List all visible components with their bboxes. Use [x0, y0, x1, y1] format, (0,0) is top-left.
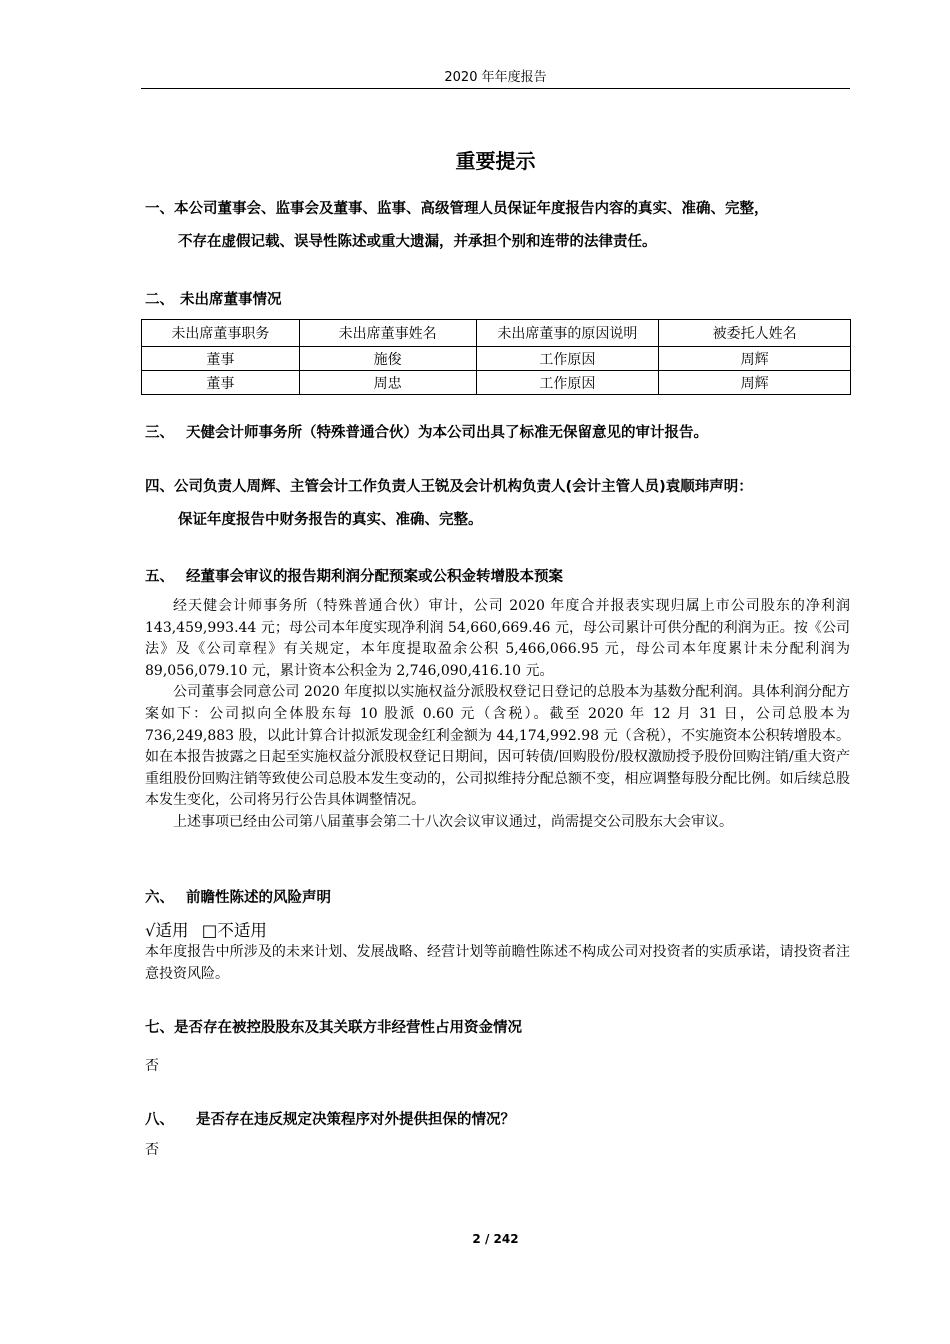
section-8-answer: 否 — [145, 1142, 159, 1158]
table-header-row — [142, 320, 851, 347]
section-6-text: 前瞻性陈述的风险声明 — [186, 890, 331, 906]
section-5-text: 经董事会审议的报告期利润分配预案或公积金转增股本预案 — [186, 569, 563, 585]
section-3-heading — [145, 421, 708, 442]
section-1-number: 一、 — [145, 201, 174, 217]
page-number: 2 / 242 — [472, 1232, 519, 1246]
not-applicable-option: □不适用 — [201, 921, 267, 940]
profit-paragraph-1: 经天健会计师事务所（特殊普通合伙）审计，公司 2020 年度合并报表实现归属上市公司股东的净利润 143,459,993.44 元；母公司本年度实现净利润 54,660,669.46 元，母公司累计可供分配的利润为正。按《公司法》及《公司章程》有关规定，本年度提取盈余公积 5,466,066.95 元，母公司本年度累计未分配利润为 89,056,079.10 元，累计资本公积金为 2,746,090,416.10 元。 — [145, 598, 850, 679]
table-header-cell: 未出席董事姓名 — [299, 320, 476, 347]
risk-statement — [145, 942, 850, 985]
table-cell: 董事 — [142, 347, 300, 371]
section-8-text: 是否存在违反规定决策程序对外提供担保的情况？ — [196, 1112, 515, 1128]
profit-paragraph-3: 上述事项已经由公司第八届董事会第二十八次会议审议通过，尚需提交公司股东大会审议。 — [173, 813, 733, 830]
section-8-heading — [145, 1108, 515, 1129]
section-6-heading — [145, 886, 331, 907]
section-5-heading — [145, 565, 563, 586]
absent-directors-table — [141, 319, 851, 395]
table-cell: 周辉 — [659, 371, 851, 395]
section-3-number: 三、 — [145, 425, 174, 441]
section-7-text: 是否存在被控股股东及其关联方非经营性占用资金情况 — [174, 1020, 522, 1036]
section-4-text: 公司负责人周辉、主管会计工作负责人王锐及会计机构负责人(会计主管人员)袁顺玮声明： — [174, 479, 753, 495]
table-cell: 周辉 — [659, 347, 851, 371]
profit-distribution-body — [145, 596, 850, 834]
table-header-cell: 未出席董事职务 — [142, 320, 300, 347]
section-2-heading — [145, 288, 282, 309]
profit-paragraph-2: 公司董事会同意公司 2020 年度拟以实施权益分派股权登记日登记的总股本为基数分配利润。具体利润分配方案如下：公司拟向全体股东每 10 股派 0.60 元（含税）。截至 2020 年 12 月 31 日，公司总股本为 736,249,883 股，以此计算合计拟派发现金红利金额为 44,174,992.98 元（含税），不实施资本公积转增股本。如在本报告披露之日起至实施权益分派股权登记日期间，因可转债/回购股份/股权激励授予股份回购注销/重大资产重组股份回购注销等致使公司总股本发生变动的，公司拟维持分配总额不变，相应调整每股分配比例。如后续总股本发生变化，公司将另行公告具体调整情况。 — [145, 684, 850, 809]
table-cell: 董事 — [142, 371, 300, 395]
section-4-line2: 保证年度报告中财务报告的真实、准确、完整。 — [178, 512, 483, 528]
running-header: 2020 年年度报告 — [444, 70, 547, 85]
table-row — [142, 371, 851, 395]
section-4-number: 四、 — [145, 479, 174, 495]
section-2-number: 二、 — [145, 292, 174, 308]
section-7-number: 七、 — [145, 1020, 174, 1036]
section-7-heading — [145, 1016, 522, 1037]
section-2-text: 未出席董事情况 — [180, 292, 282, 308]
section-7-answer: 否 — [145, 1058, 159, 1074]
section-8-number: 八、 — [145, 1112, 174, 1128]
table-row — [142, 347, 851, 371]
page-title: 重要提示 — [455, 149, 536, 173]
applicable-checked-option: √适用 — [145, 921, 189, 940]
section-5-number: 五、 — [145, 569, 174, 585]
table-header-cell: 未出席董事的原因说明 — [476, 320, 659, 347]
section-3-text: 天健会计师事务所（特殊普通合伙）为本公司出具了标准无保留意见的审计报告。 — [186, 425, 708, 441]
section-1-text: 本公司董事会、监事会及董事、监事、高级管理人员保证年度报告内容的真实、准确、完整， — [174, 201, 769, 217]
section-6-number: 六、 — [145, 890, 174, 906]
table-cell: 工作原因 — [476, 371, 659, 395]
header-divider — [141, 88, 850, 89]
section-1-line1 — [145, 197, 769, 218]
section-1-line2: 不存在虚假记载、误导性陈述或重大遗漏，并承担个别和连带的法律责任。 — [178, 234, 657, 250]
table-cell: 周忠 — [299, 371, 476, 395]
table-cell: 工作原因 — [476, 347, 659, 371]
table-header-cell: 被委托人姓名 — [659, 320, 851, 347]
section-4-line1 — [145, 475, 753, 496]
table-cell: 施俊 — [299, 347, 476, 371]
risk-statement-text: 本年度报告中所涉及的未来计划、发展战略、经营计划等前瞻性陈述不构成公司对投资者的实质承诺，请投资者注意投资风险。 — [145, 944, 850, 982]
applicability-options — [145, 917, 267, 941]
